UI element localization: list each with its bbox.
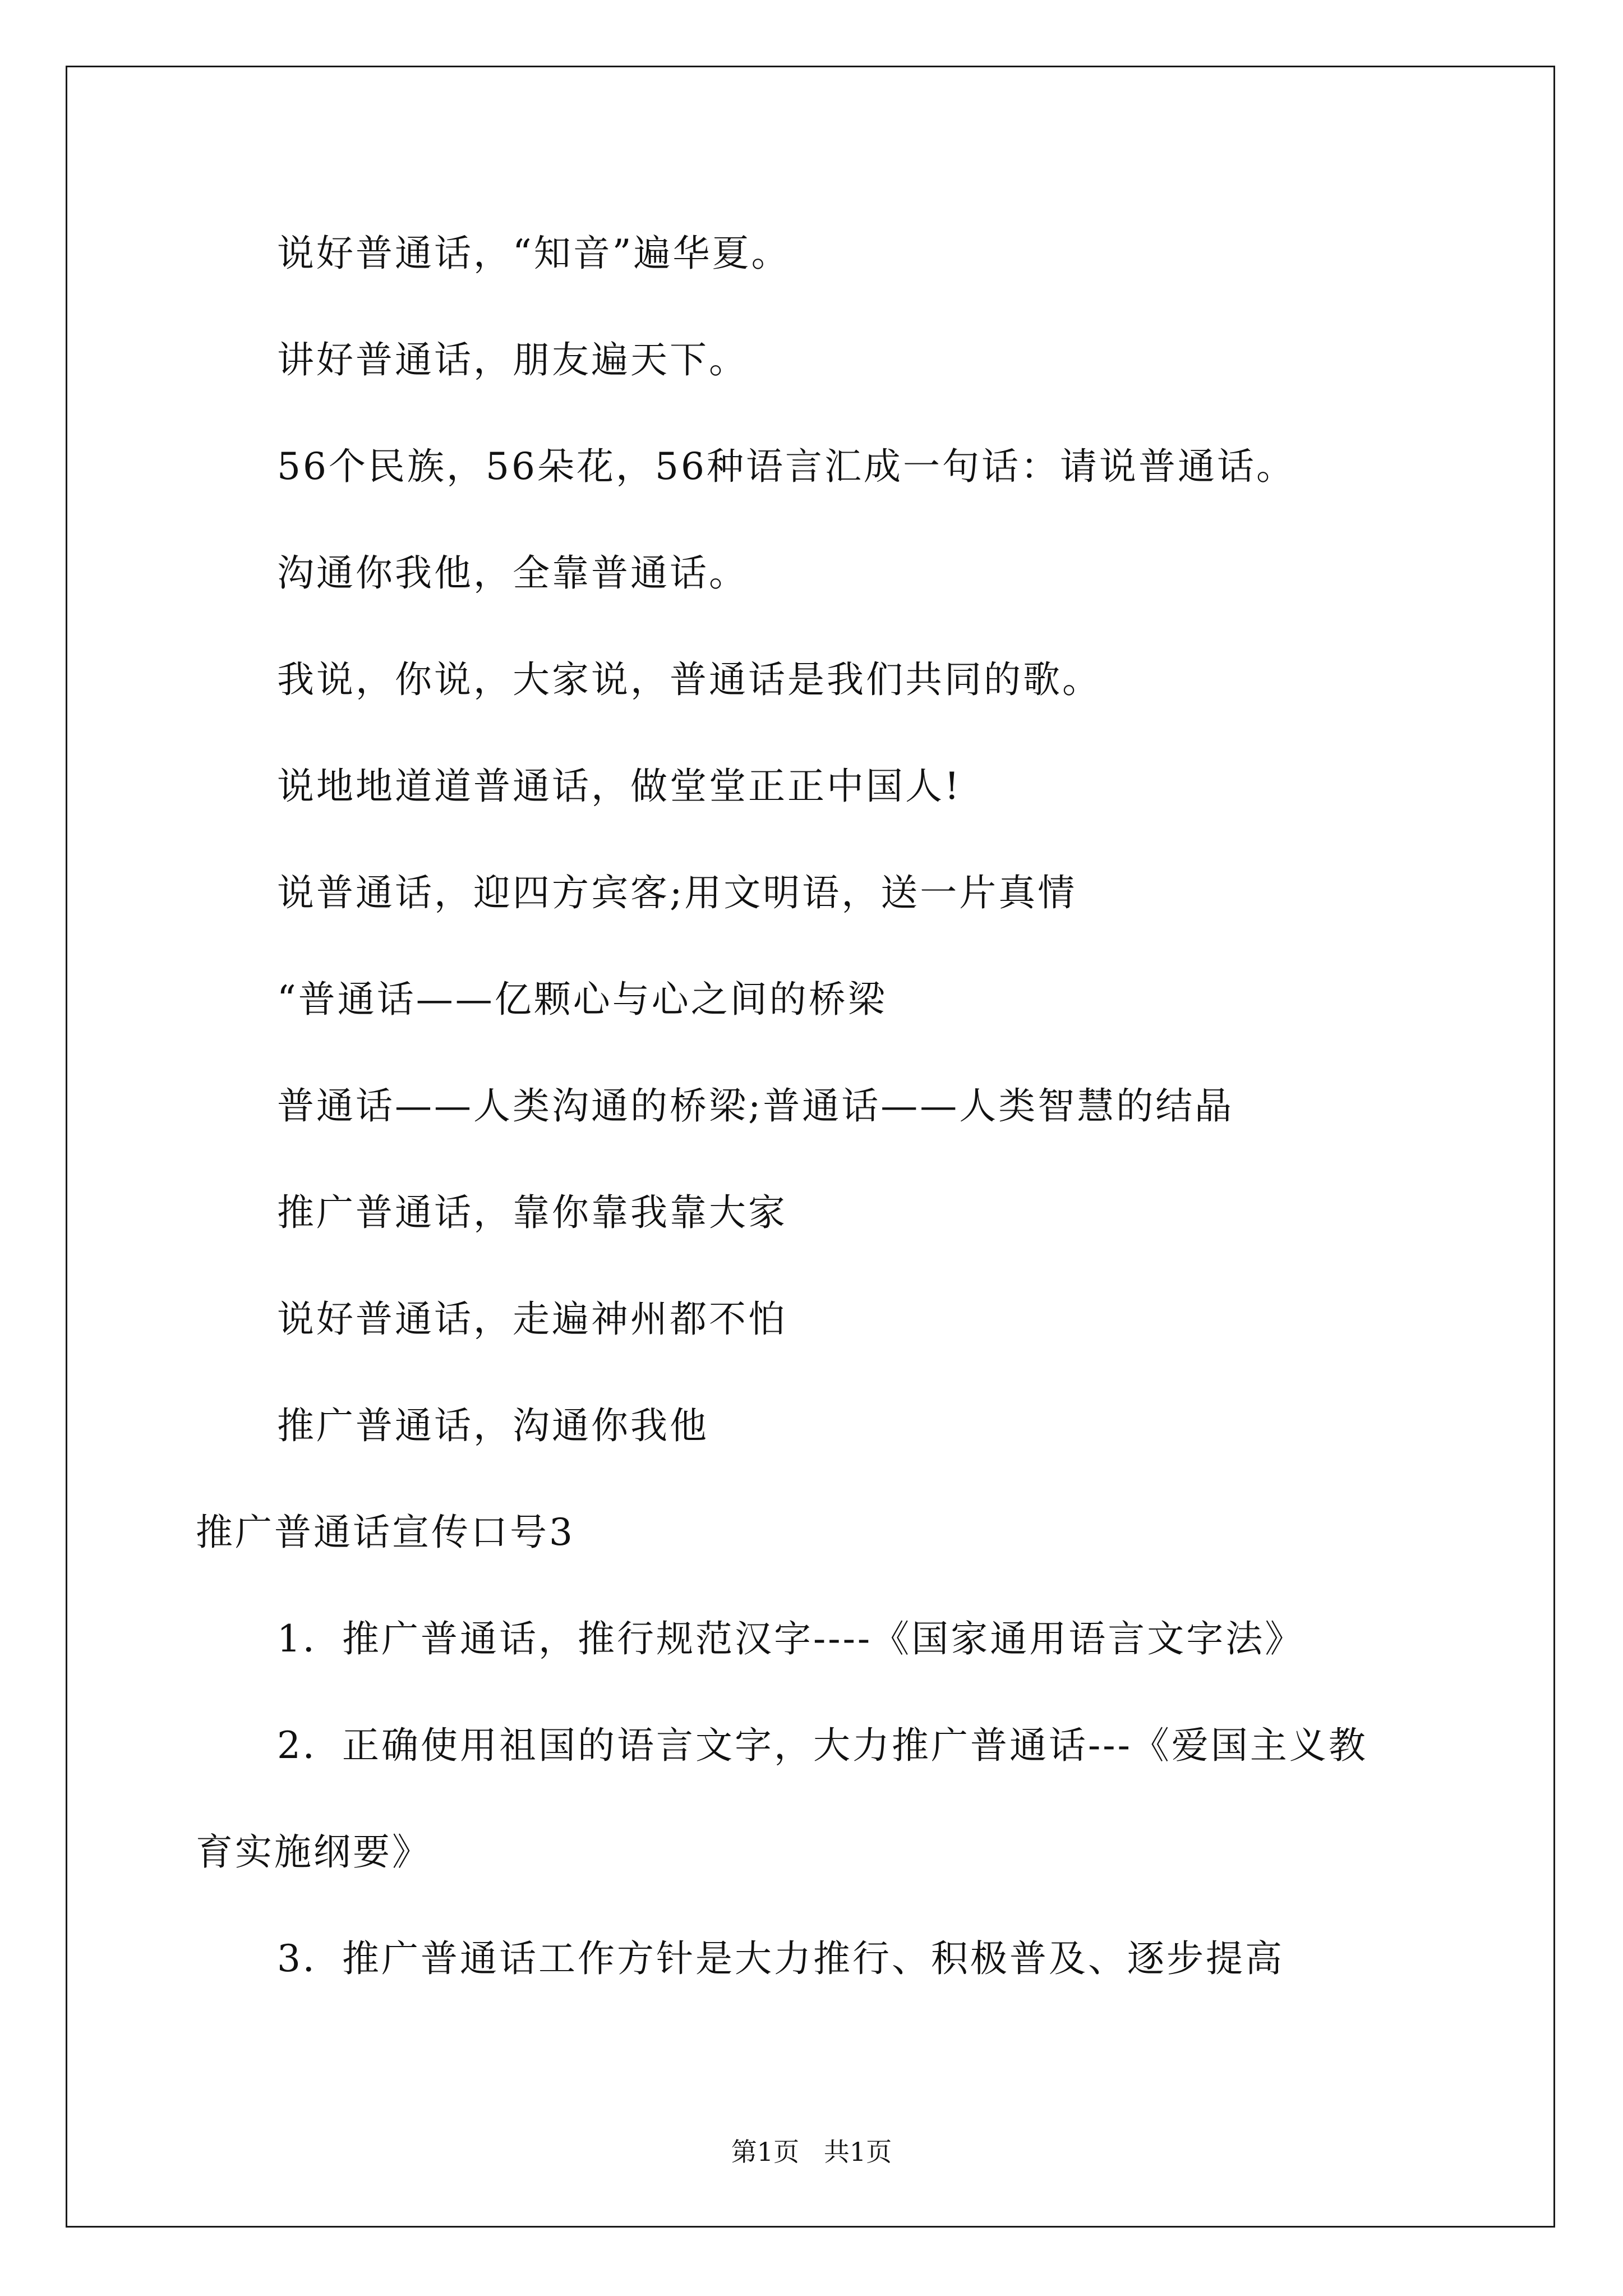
slogan-line-1: 说好普通话，“知音”遍华夏。 xyxy=(277,232,791,275)
slogan-line-6: 说地地道道普通话，做堂堂正正中国人! xyxy=(277,765,962,808)
slogan-line-2: 讲好普通话，朋友遍天下。 xyxy=(277,338,748,381)
slogan-line-9: 普通话——人类沟通的桥梁;普通话——人类智慧的结晶 xyxy=(277,1084,1234,1128)
page-footer: 第1页 共1页 xyxy=(731,2137,892,2167)
page-border xyxy=(66,66,1555,2228)
slogan-line-10: 推广普通话，靠你靠我靠大家 xyxy=(277,1191,787,1234)
section-heading: 推广普通话宣传口号3 xyxy=(196,1511,575,1554)
slogan-line-4: 沟通你我他，全靠普通话。 xyxy=(277,551,748,595)
numbered-item-3: 3．推广普通话工作方针是大力推行、积极普及、逐步提高 xyxy=(277,1937,1284,1980)
numbered-item-2-continued: 育实施纲要》 xyxy=(196,1830,431,1874)
slogan-line-11: 说好普通话，走遍神州都不怕 xyxy=(277,1297,787,1341)
slogan-line-8: “普通话——亿颗心与心之间的桥梁 xyxy=(277,978,887,1021)
slogan-line-5: 我说，你说，大家说，普通话是我们共同的歌。 xyxy=(277,658,1101,701)
numbered-item-1: 1．推广普通话，推行规范汉字----《国家通用语言文字法》 xyxy=(277,1617,1304,1660)
numbered-item-2: 2．正确使用祖国的语言文字，大力推广普通话---《爱国主义教 xyxy=(277,1724,1368,1767)
slogan-line-7: 说普通话，迎四方宾客;用文明语，送一片真情 xyxy=(277,871,1077,914)
slogan-line-3: 56个民族，56朵花，56种语言汇成一句话：请说普通话。 xyxy=(277,445,1295,488)
slogan-line-12: 推广普通话，沟通你我他 xyxy=(277,1404,709,1447)
